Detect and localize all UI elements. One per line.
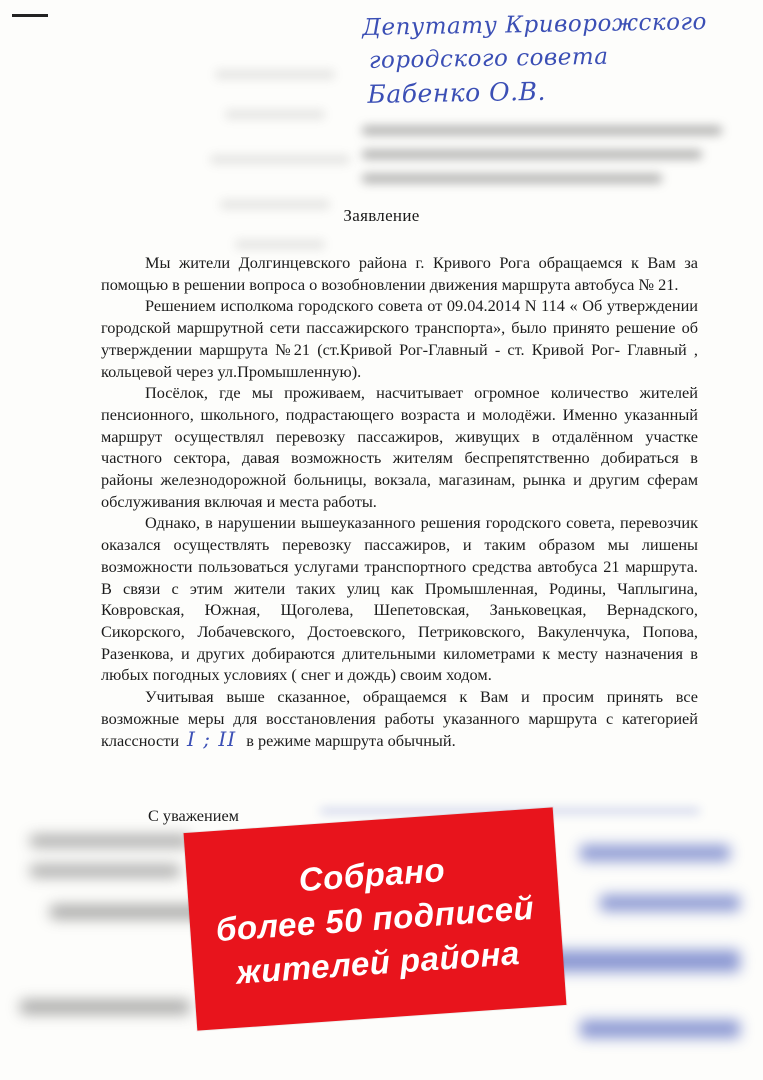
paragraph-2: Решением исполкома городского совета от 09.04.2014 N 114 « Об утверждении городской маршрутной сети пассажирского транспорта», было принято решение об утверждении маршрута №21 (ст.Кривой Рог-Главный - ст. Кривой Рог- Главный , кольцевой через ул.Промышленную). (101, 296, 698, 381)
banner-line-1: Собрано (297, 851, 447, 899)
blurred-faint-text (205, 60, 365, 260)
document-title: Заявление (343, 206, 420, 225)
handwritten-class-insert: I ; II (187, 727, 237, 752)
paragraph-5-end: в режиме маршрута обычный. (246, 731, 456, 751)
blurred-sender-block (362, 118, 732, 198)
closing-salutation: С уважением (148, 806, 239, 825)
signature-count-banner (184, 807, 567, 1030)
paragraph-3: Посёлок, где мы проживаем, насчитывает огромное количество жителей пенсионного, школьного, подрастающего возраста и молодёжи. Именно указанный маршрут осуществлял перевозку пассажиров, живущих в отдалённом участке частного сектора, давая возможность жителям беспрепятственно добираться в районы железнодорожной больницы, вокзала, магазинам, рынка и другим сферам обслуживания включая и места работы. (101, 383, 698, 511)
handwritten-addressee (362, 5, 754, 111)
banner-line-2: более 50 подписей (214, 888, 536, 949)
paragraph-5-text: Учитывая выше сказанное, обращаемся к Вам и просим принять все возможные меры для восстановления работы указанного маршрута с категорией классности (101, 687, 698, 751)
banner-line-3: жителей района (235, 934, 521, 991)
paragraph-5 (101, 686, 698, 752)
paragraph-1: Мы жители Долгинцевского района г. Кривого Рога обращаемся к Вам за помощью в решении вопроса о возобновлении движения маршрута автобуса № 21. (101, 253, 698, 294)
corner-mark (12, 14, 48, 17)
addressee-line-2: городского совета (368, 43, 609, 74)
addressee-line-1: Депутату Криворожского (362, 8, 708, 41)
letter-body (101, 252, 698, 752)
addressee-line-3: Бабенко О.В. (367, 76, 547, 109)
paragraph-4: Однако, в нарушении вышеуказанного решения городского совета, перевозчик оказался осуществлять перевозку пассажиров, и таким образом мы лишены возможности пользоваться услугами транспортного средства автобуса 21 маршрута. В связи с этим жители таких улиц как Промышленная, Родины, Чаплыгина, Ковровская, Южная, Щоголева, Шепетовская, Заньковецкая, Вернадского, Сикорского, Лобачевского, Достоевского, Петриковского, Вакуленчука, Попова, Разенкова, и других добираются длительными километрами к месту назначения в любых погодных условиях ( снег и дождь) своим ходом. (101, 513, 698, 685)
